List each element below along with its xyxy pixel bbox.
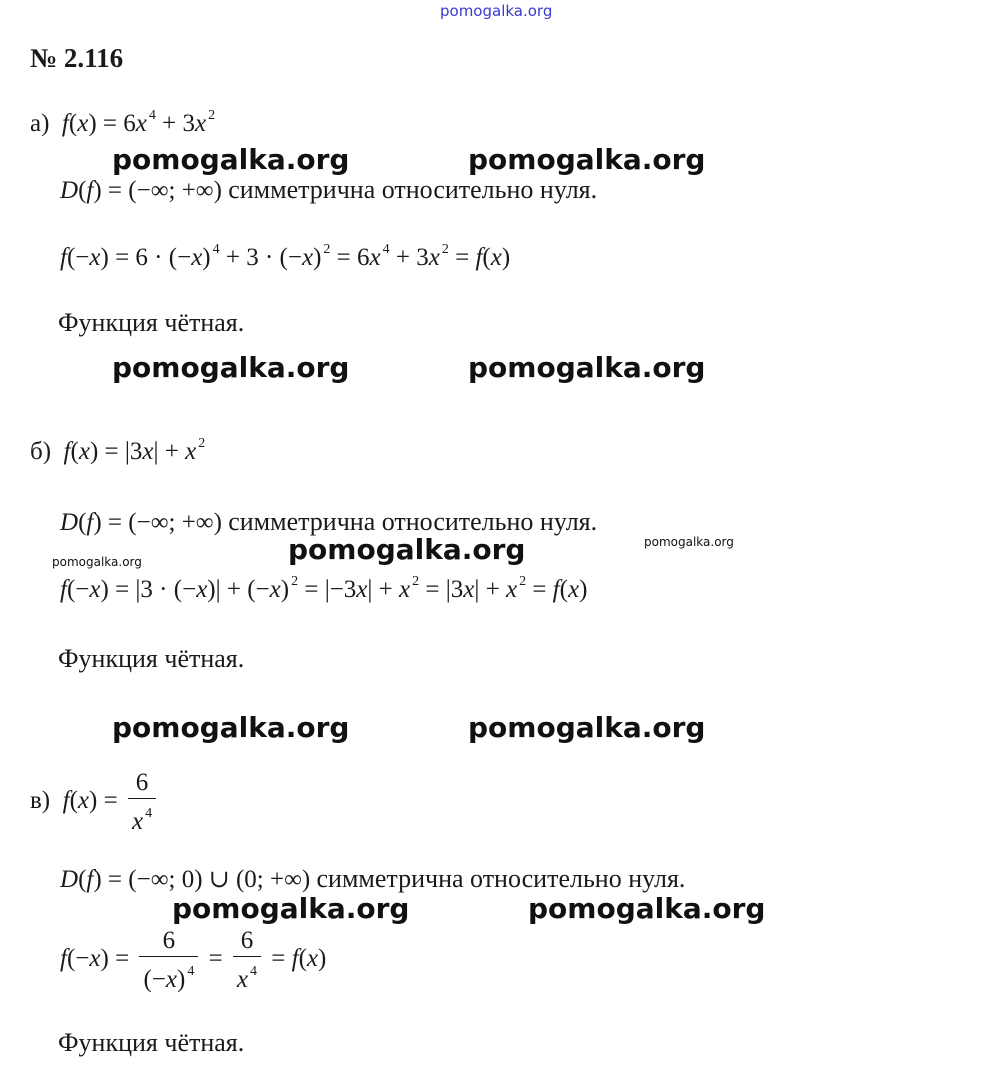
fraction: $\frac{6}{x ^4}$ xyxy=(128,770,156,835)
fraction: $\frac{6}{x ^4}$ xyxy=(233,928,261,993)
part-b-domain-text: симметрична относительно нуля. xyxy=(228,507,598,536)
watermark-big: pomogalka.org xyxy=(528,892,766,925)
part-b-conclusion: Функция чётная. xyxy=(58,644,245,673)
watermark-small: pomogalka.org xyxy=(52,555,142,569)
part-c-label: в) xyxy=(30,787,51,815)
part-b-label: б) xyxy=(30,438,52,465)
part-a-check: f(−x) = 6 · (−x) $^4$ + 3 · (−x) $^2$ = 6x $^4$ + 3x $^2$ = f(x) xyxy=(60,242,511,271)
watermark-big: pomogalka.org xyxy=(112,711,350,744)
watermark-big: pomogalka.org xyxy=(468,351,706,384)
part-b-check: f(−x) = |3 · (−x)| + (−x) $^2$ = |−3x| + x $^2$ = |3x| + x $^2$ = f(x) xyxy=(60,574,588,603)
part-a-function: а) f(x) = 6x $^4$ + 3x $^2$ xyxy=(30,108,216,137)
part-b-domain: D(f) = (−∞; +∞) симметрична относительно нуля. xyxy=(60,507,598,536)
problem-number: № 2.116 xyxy=(30,43,124,73)
watermark-small: pomogalka.org xyxy=(644,535,734,549)
part-c-check: f(−x) = $\frac{6}{(-x) ^4}$ = $\frac{6}{x ^4}$ = f(x) xyxy=(60,927,327,993)
watermark-big: pomogalka.org xyxy=(468,143,706,176)
part-a-domain: D(f) = (−∞; +∞) симметрична относительно нуля. xyxy=(60,175,598,204)
part-a-label: а) xyxy=(30,110,50,137)
part-a-conclusion: Функция чётная. xyxy=(58,308,245,337)
part-c-domain: D(f) = (−∞; 0) ∪ (0; +∞) симметрична относительно нуля. xyxy=(60,864,686,893)
watermark-big: pomogalka.org xyxy=(288,533,526,566)
watermark-big: pomogalka.org xyxy=(112,351,350,384)
fraction: $\frac{6}{(-x) ^4}$ xyxy=(139,928,198,993)
top-watermark: pomogalka.org xyxy=(440,2,553,20)
part-c-function: в) f(x) = $\frac{6}{x ^4}$ xyxy=(30,770,160,835)
watermark-big: pomogalka.org xyxy=(172,892,410,925)
part-a-domain-text: симметрична относительно нуля. xyxy=(228,175,598,204)
part-b-function: б) f(x) = |3x| + x $^2$ xyxy=(30,436,206,465)
part-c-conclusion: Функция чётная. xyxy=(58,1028,245,1057)
watermark-big: pomogalka.org xyxy=(468,711,706,744)
watermark-big: pomogalka.org xyxy=(112,143,350,176)
part-c-domain-text: симметрична относительно нуля. xyxy=(316,864,686,893)
